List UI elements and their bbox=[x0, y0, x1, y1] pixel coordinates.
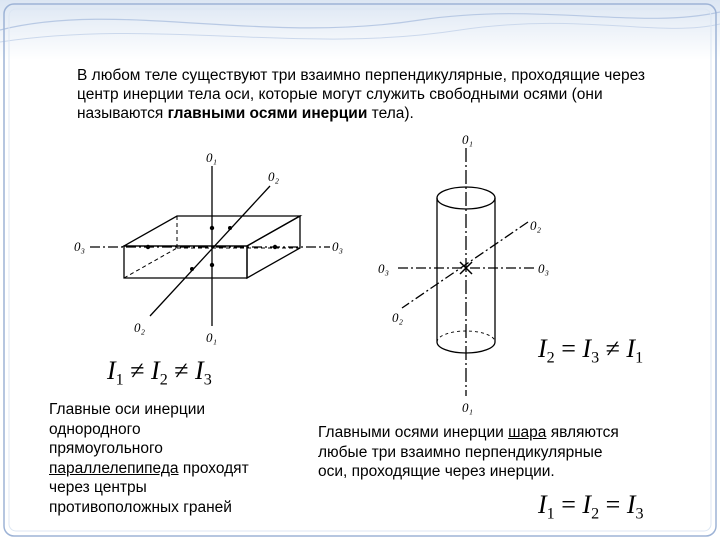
parallelepiped-link[interactable]: параллелепипеда bbox=[49, 459, 179, 477]
formula-i: I bbox=[538, 334, 547, 363]
formula-sub: 2 bbox=[546, 349, 555, 367]
left-label-o2-bottom: 0₂ bbox=[134, 320, 146, 335]
cylinder-figure bbox=[372, 130, 562, 420]
caption-line: любые три взаимно перпендикулярные bbox=[318, 443, 603, 461]
axis-o2 bbox=[150, 186, 270, 316]
cyl-axis-o2 bbox=[402, 222, 528, 308]
box-front-face bbox=[124, 246, 247, 278]
right-label-o2-top: 0₂ bbox=[530, 218, 542, 233]
sphere-note bbox=[318, 423, 708, 482]
left-label-o1-bottom: 0₁ bbox=[206, 330, 218, 345]
formula-i: I bbox=[582, 334, 592, 363]
formula-i: I bbox=[195, 356, 204, 385]
formula-op: ≠ bbox=[130, 356, 145, 385]
formula-sub: 2 bbox=[159, 371, 168, 389]
formula-i: I bbox=[151, 356, 160, 385]
left-label-o1-top: 0₁ bbox=[206, 150, 218, 165]
formula-i: I bbox=[538, 490, 547, 519]
caption-line: противоположных граней bbox=[49, 498, 232, 516]
left-label-o3-right: 0₃ bbox=[332, 239, 344, 254]
formula-op: ≠ bbox=[174, 356, 189, 385]
left-label-o3-left: 0₃ bbox=[74, 239, 86, 254]
right-label-o3-left: 0₃ bbox=[378, 261, 390, 276]
intro-bold-term: главными осями инерции bbox=[167, 105, 368, 122]
caption-line bbox=[318, 423, 708, 443]
formula-sub: 2 bbox=[591, 505, 600, 523]
formula-box-inequality bbox=[107, 356, 212, 390]
caption-line: через центры bbox=[49, 479, 147, 496]
formula-sub: 1 bbox=[635, 349, 644, 367]
right-label-o2-bottom: 0₂ bbox=[392, 310, 404, 325]
formula-sub: 1 bbox=[546, 505, 555, 523]
formula-i: I bbox=[107, 356, 116, 385]
sphere-link[interactable]: шара bbox=[508, 424, 547, 441]
caption-text: Главными осями инерции bbox=[318, 424, 509, 441]
formula-sub: 3 bbox=[203, 371, 212, 389]
formula-op: = bbox=[561, 490, 576, 519]
caption-line: Главные оси инерции bbox=[49, 401, 206, 418]
parallelepiped-figure bbox=[72, 148, 350, 348]
formula-i: I bbox=[626, 334, 636, 363]
caption-text: проходят bbox=[178, 459, 249, 477]
formula-op: ≠ bbox=[605, 334, 620, 363]
right-label-o1-bottom: 0₁ bbox=[462, 400, 474, 415]
caption-text: являются bbox=[546, 424, 619, 441]
caption-line: прямоугольного bbox=[49, 440, 163, 457]
intro-text-1: В любом теле существуют три взаимно перпендикулярные, проходящие через центр инерции тела оси, которые могут служить свободными осями (они называются bbox=[77, 67, 645, 122]
right-label-o1-top: 0₁ bbox=[462, 132, 474, 147]
caption-line: однородного bbox=[49, 420, 141, 438]
formula-i: I bbox=[582, 490, 592, 519]
formula-sub: 3 bbox=[635, 505, 644, 523]
parallelepiped-caption bbox=[49, 400, 309, 517]
right-label-o3-right: 0₃ bbox=[538, 261, 550, 276]
left-label-o2-top: 0₂ bbox=[268, 169, 280, 184]
formula-i: I bbox=[626, 490, 636, 519]
formula-op: = bbox=[561, 334, 576, 363]
intro-paragraph bbox=[77, 66, 687, 123]
formula-sub: 3 bbox=[591, 349, 600, 367]
formula-sphere bbox=[538, 490, 644, 524]
formula-op: = bbox=[605, 490, 621, 519]
caption-line bbox=[49, 459, 309, 479]
formula-cylinder bbox=[538, 334, 643, 368]
formula-sub: 1 bbox=[115, 371, 124, 389]
caption-line: оси, проходящие через инерции. bbox=[318, 463, 555, 480]
intro-text-2: тела). bbox=[367, 105, 414, 122]
